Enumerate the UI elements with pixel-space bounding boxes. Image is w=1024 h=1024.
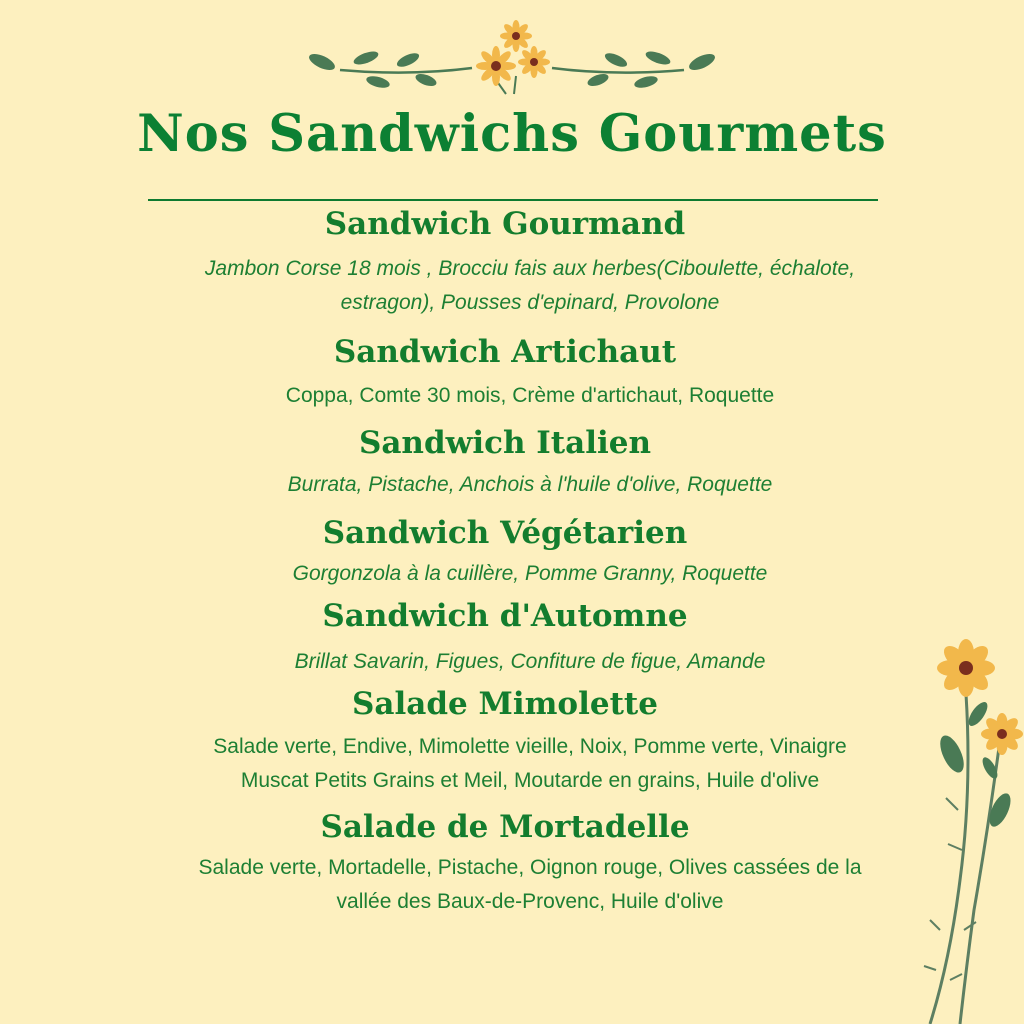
menu-item-description [80,645,980,679]
menu-item-description [80,557,980,591]
description-line: Burrata, Pistache, Anchois à l'huile d'olive, Roquette [287,473,773,496]
description-line: Muscat Petits Grains et Meil, Moutarde en grains, Huile d'olive [240,769,820,792]
description-line: Coppa, Comte 30 mois, Crème d'artichaut, Roquette [285,384,775,407]
menu-item-title: Salade de Mortadelle [320,809,690,845]
menu-item-title: Sandwich Italien [358,425,652,461]
menu-item-description [80,730,980,798]
floral-divider-icon [300,14,724,100]
menu-item-title: Sandwich d'Automne [322,598,688,634]
menu-item-description [80,851,980,919]
description-line: Brillat Savarin, Figues, Confiture de figue, Amande [294,650,766,673]
menu-item-title: Sandwich Gourmand [324,206,686,242]
menu-item-description [80,252,980,320]
menu-item-title: Sandwich Artichaut [333,334,677,370]
description-line: Salade verte, Endive, Mimolette vieille, Noix, Pomme verte, Vinaigre [213,735,847,758]
description-line: estragon), Pousses d'epinard, Provolone [340,291,720,314]
page-title: Nos Sandwichs Gourmets [137,104,887,164]
menu-item-title: Salade Mimolette [352,686,658,722]
flower-vine-icon [900,630,1024,1024]
description-line: Jambon Corse 18 mois , Brocciu fais aux herbes(Ciboulette, échalote, [204,257,856,280]
menu-item-title: Sandwich Végétarien [322,515,688,551]
description-line: Salade verte, Mortadelle, Pistache, Oignon rouge, Olives cassées de la [198,856,862,879]
description-line: Gorgonzola à la cuillère, Pomme Granny, Roquette [292,562,768,585]
menu-item-description [80,468,980,502]
description-line: vallée des Baux-de-Provenc, Huile d'olive [336,890,724,913]
menu-item-description [80,379,980,413]
title-divider [148,199,878,201]
